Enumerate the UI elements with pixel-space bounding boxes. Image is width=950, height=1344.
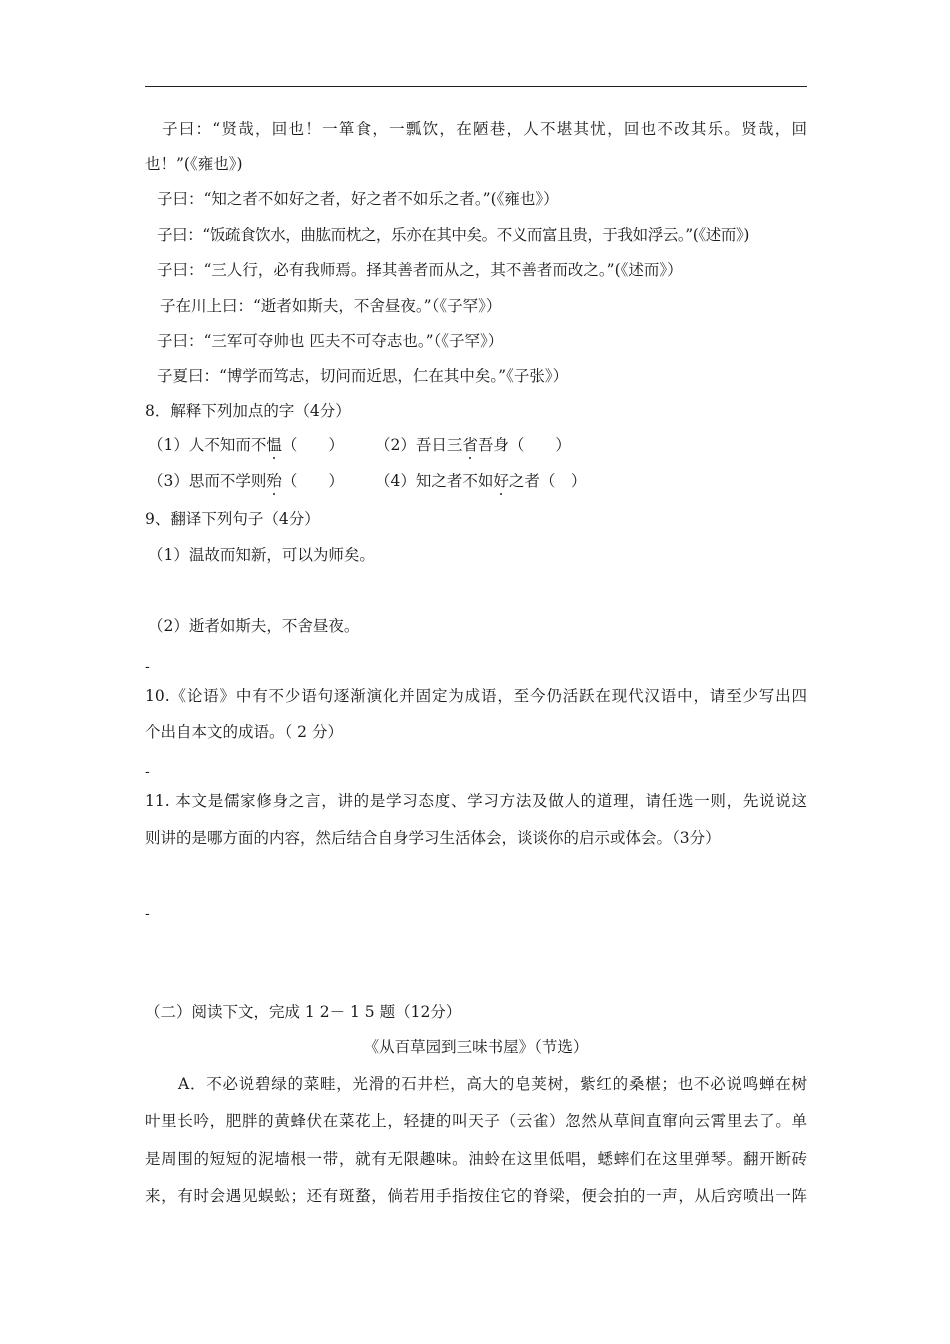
q8-item-4-dotted-char: 好 (493, 472, 509, 490)
quote-5: 子在川上曰：“逝者如斯夫，不舍昼夜。”（《子罕》） (160, 297, 502, 315)
passage-line-1: A．不必说碧绿的菜畦，光滑的石井栏，高大的皂荚树，紫红的桑椹；也不必说鸣蝉在树 (178, 1075, 807, 1093)
q8-item-1-text: （1）人不知而不 (148, 436, 267, 454)
q9-sentence-1: （1）温故而知新，可以为师矣。 (148, 546, 375, 564)
q9-title: 9、翻译下列句子（4分） (145, 510, 320, 528)
q8-item-2-dotted-char: 省 (462, 436, 478, 454)
header-rule (145, 86, 807, 87)
passage-line-2: 叶里长吟，肥胖的黄蜂伏在菜花上，轻捷的叫天子（云雀）忽然从草间直窜向云霄里去了。单 (145, 1112, 807, 1130)
q8-item-1 (148, 435, 368, 455)
section-2-heading: （二）阅读下文，完成 1 2－ 1 5 题（12分） (145, 1003, 462, 1021)
q8-item-1-blank: （ ） (281, 436, 344, 454)
q8-item-1-dotted-char: 愠 (266, 436, 282, 454)
q8-item-3-blank: （ ） (281, 472, 344, 490)
quote-2: 子曰：“知之者不如好之者，好之者不如乐之者。”(《雍也》） (157, 190, 559, 208)
q8-item-4 (375, 471, 635, 491)
quote-7: 子夏曰：“博学而笃志，切问而近思，仁在其中矣。”《子张》） (157, 367, 569, 385)
q8-item-3 (148, 471, 368, 491)
q11-line-2: 则讲的是哪方面的内容，然后结合自身学习生活体会，谈谈你的启示或体会。（3分） (145, 829, 721, 847)
quote-1-line-1: 子曰：“贤哉，回也！一箪食，一瓢饮，在陋巷，人不堪其忧，回也不改其乐。贤哉，回 (162, 120, 807, 138)
quote-6: 子曰：“三军可夺帅也 匹夫不可夺志也。”（《子罕》） (157, 332, 504, 350)
q8-item-4-text: （4）知之者不如 (375, 472, 494, 490)
answer-dash-3: - (145, 906, 150, 922)
q10-line-2: 个出自本文的成语。（ 2 分） (145, 723, 343, 741)
q8-title: 8．解释下列加点的字（4分） (145, 402, 351, 420)
answer-dash-2: - (145, 764, 150, 780)
quote-4: 子曰：“三人行，必有我师焉。择其善者而从之，其不善者而改之。”(《述而》） (157, 261, 683, 279)
q8-item-2-text: （2）吾日三 (375, 436, 463, 454)
q8-item-2-blank: 吾身（ ） (477, 436, 571, 454)
q8-item-2 (375, 435, 635, 455)
quote-1-line-2: 也！”(《雍也》) (145, 155, 243, 173)
passage-line-3: 是周围的短短的泥墙根一带，就有无限趣味。油蛉在这里低唱，蟋蟀们在这里弹琴。翻开断砖 (145, 1150, 807, 1168)
passage-title: 《从百草园到三味书屋》（节选） (363, 1038, 589, 1056)
q8-item-3-text: （3）思而不学则 (148, 472, 267, 490)
answer-dash-1: - (145, 659, 150, 675)
q8-item-3-dotted-char: 殆 (266, 472, 282, 490)
q10-line-1: 10.《论语》中有不少语句逐渐演化并固定为成语，至今仍活跃在现代汉语中，请至少写出四 (145, 687, 807, 705)
q9-sentence-2: （2）逝者如斯夫，不舍昼夜。 (148, 617, 360, 635)
passage-line-4: 来，有时会遇见蜈蚣；还有斑蝥，倘若用手指按住它的脊梁，便会拍的一声，从后窍喷出一阵 (145, 1187, 807, 1205)
quote-3: 子曰：“饭疏食饮水，曲肱而枕之，乐亦在其中矣。不义而富且贵，于我如浮云。”(《述而》) (157, 226, 749, 244)
q11-line-1: 11. 本文是儒家修身之言，讲的是学习态度、学习方法及做人的道理，请任选一则，先说说这 (145, 792, 807, 810)
q8-item-4-blank: 之者（ ） (508, 472, 587, 490)
